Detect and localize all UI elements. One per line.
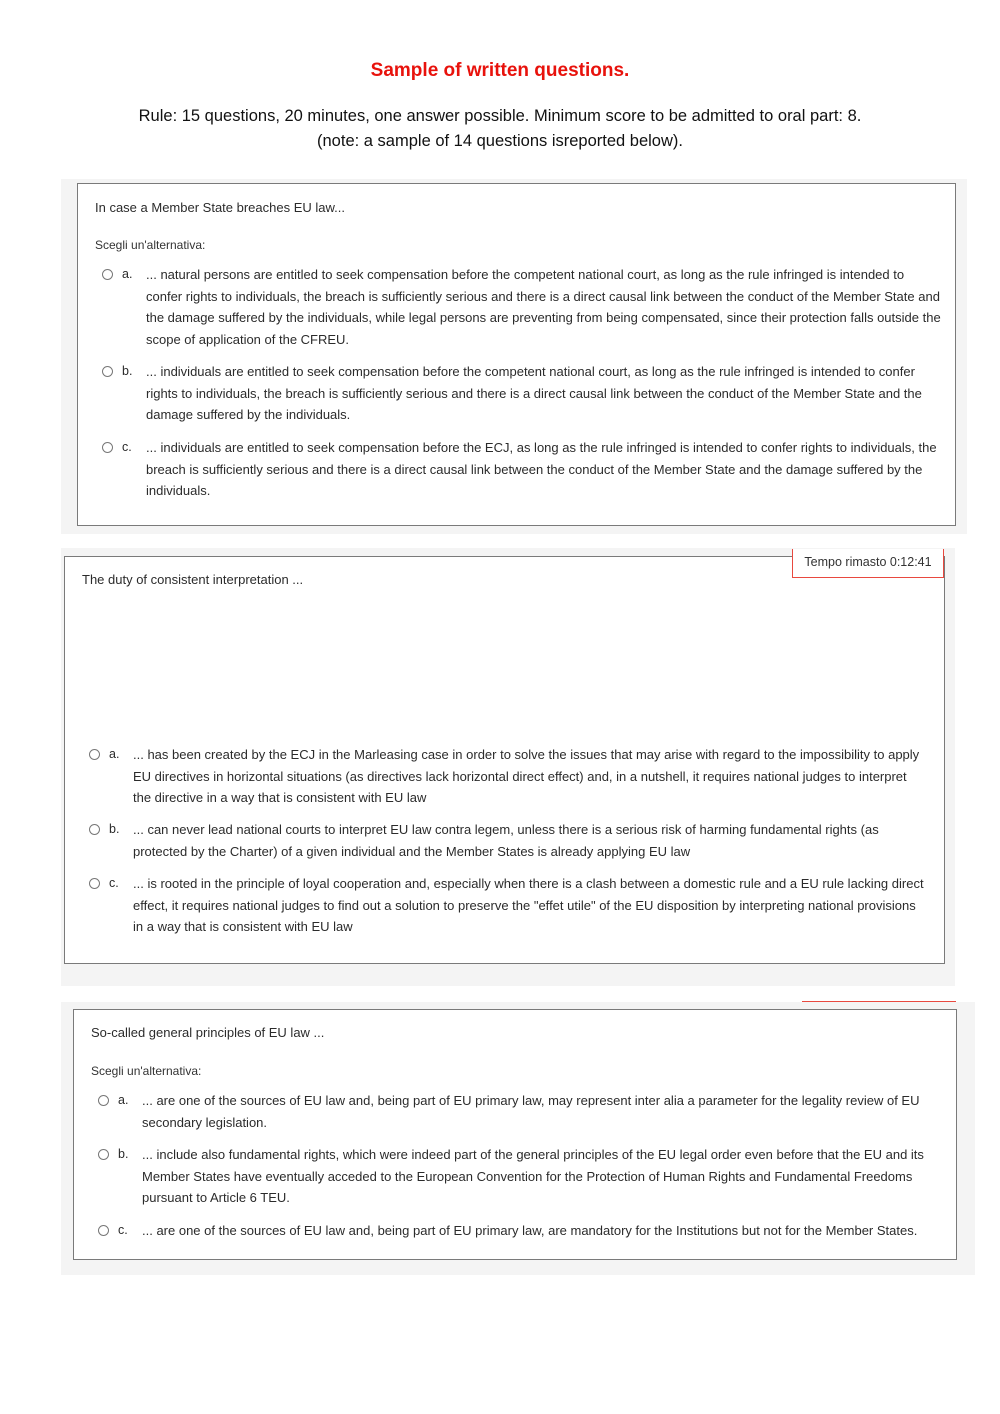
note-line: (note: a sample of 14 questions isreported below). bbox=[317, 132, 683, 150]
question-card bbox=[64, 556, 945, 964]
radio-button[interactable] bbox=[98, 1149, 109, 1160]
option-letter: c. bbox=[122, 440, 132, 454]
option-text: ... are one of the sources of EU law and, being part of EU primary law, are mandatory for the Institutions but not for the Member States. bbox=[142, 1223, 918, 1238]
rule-line: Rule: 15 questions, 20 minutes, one answer possible. Minimum score to be admitted to oral part: 8. bbox=[138, 107, 862, 125]
option-letter: a. bbox=[122, 267, 133, 281]
question-text: The duty of consistent interpretation ... bbox=[82, 572, 304, 587]
radio-button[interactable] bbox=[102, 442, 113, 453]
answer-prompt: Scegli un'alternativa: bbox=[95, 238, 206, 252]
option-text: ... include also fundamental rights, which were indeed part of the general principles of the EU legal order even before that the EU and its Member States have eventually acceded to the European Convention for the Protection of Human Rights and Fundamental Freedoms pursuant to Article 6 TEU. bbox=[142, 1147, 924, 1206]
question-text: In case a Member State breaches EU law... bbox=[95, 200, 346, 215]
question-card bbox=[77, 183, 956, 526]
question-text: So-called general principles of EU law ... bbox=[91, 1025, 325, 1040]
time-remaining-badge: Tempo rimasto 0:12:41 bbox=[792, 549, 944, 578]
page-title: Sample of written questions. bbox=[370, 60, 630, 81]
option-text: ... can never lead national courts to interpret EU law contra legem, unless there is a serious risk of harming fundamental rights (as protected by the Charter) of a given individual and the Member States is already applying EU law bbox=[133, 822, 879, 859]
option-text: ... is rooted in the principle of loyal cooperation and, especially when there is a clash between a domestic rule and a EU rule lacking direct effect, it requires national judges to find out a solution to preserve the "effet utile" of the EU disposition by interpreting national provisions in a way that is consistent with EU law bbox=[133, 876, 924, 935]
radio-button[interactable] bbox=[89, 824, 100, 835]
option-text: ... individuals are entitled to seek compensation before the competent national court, as long as the rule infringed is intended to confer rights to individuals, the breach is sufficiently serious and there is a direct causal link between the conduct of the Member State and the damage suffered by the individuals. bbox=[146, 364, 922, 423]
radio-button[interactable] bbox=[98, 1095, 109, 1106]
option-letter: b. bbox=[118, 1147, 129, 1161]
rules-text bbox=[0, 104, 1000, 154]
option-letter: c. bbox=[118, 1223, 128, 1237]
option-letter: a. bbox=[109, 747, 120, 761]
option-letter: c. bbox=[109, 876, 119, 890]
option-text: ... natural persons are entitled to seek compensation before the competent national court, as long as the rule infringed is intended to confer rights to individuals, the breach is sufficiently serious and there is a direct causal link between the conduct of the Member State and the damage suffered by the individuals, while legal persons are preventing from being compensated, since their protection falls outside the scope of application of the CFREU. bbox=[146, 267, 941, 348]
radio-button[interactable] bbox=[102, 269, 113, 280]
option-letter: b. bbox=[122, 364, 133, 378]
answer-prompt: Scegli un'alternativa: bbox=[91, 1064, 202, 1078]
option-text: ... individuals are entitled to seek compensation before the ECJ, as long as the rule infringed is intended to confer rights to individuals, the breach is sufficiently serious and there is a direct causal link between the conduct of the Member State and the damage suffered by the individuals. bbox=[146, 440, 937, 499]
option-letter: a. bbox=[118, 1093, 129, 1107]
option-text: ... has been created by the ECJ in the Marleasing case in order to solve the issues that may arise with regard to the impossibility to apply EU directives in horizontal situations (as directives lack horizontal direct effect) and, in a nutshell, it requires national judges to interpret the directive in a way that is consistent with EU law bbox=[133, 747, 920, 806]
radio-button[interactable] bbox=[102, 366, 113, 377]
option-text: ... are one of the sources of EU law and, being part of EU primary law, may represent inter alia a parameter for the legality review of EU secondary legislation. bbox=[142, 1093, 920, 1130]
radio-button[interactable] bbox=[89, 878, 100, 889]
radio-button[interactable] bbox=[89, 749, 100, 760]
radio-button[interactable] bbox=[98, 1225, 109, 1236]
question-card bbox=[73, 1009, 957, 1260]
option-letter: b. bbox=[109, 822, 120, 836]
